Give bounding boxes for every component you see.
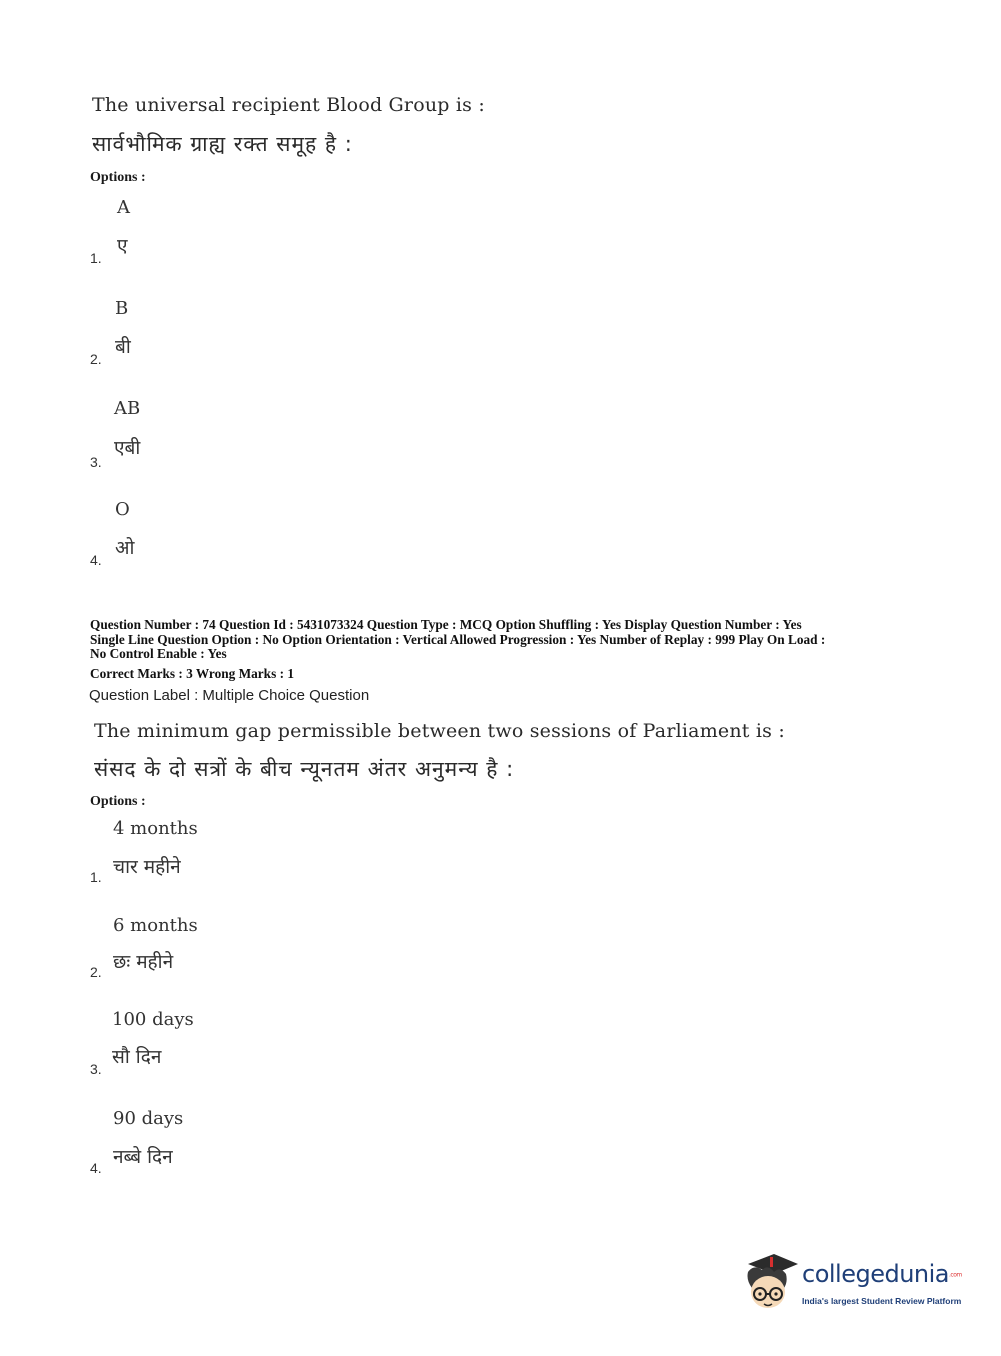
option-number: 1. (90, 250, 102, 266)
question-text-hi: संसद के दो सत्रों के बीच न्यूनतम अंतर अनुमन्य है : (94, 757, 515, 781)
option-text-hi: सौ दिन (112, 1046, 162, 1068)
option-text-en: O (115, 499, 130, 520)
options-label: Options : (90, 794, 146, 809)
mascot-icon (740, 1250, 800, 1312)
logo-wordmark (802, 1260, 962, 1288)
option-text-en: 90 days (113, 1108, 184, 1129)
option-number: 4. (90, 552, 102, 568)
logo-tagline: India's largest Student Review Platform (802, 1296, 962, 1306)
option-text-en: B (115, 298, 129, 319)
option-text-hi: ए (117, 235, 128, 257)
option-number: 3. (90, 1061, 102, 1077)
option-text-en: 4 months (113, 818, 198, 839)
option-text-hi: ओ (115, 537, 135, 559)
option-text-en: 100 days (112, 1009, 194, 1030)
option-number: 2. (90, 351, 102, 367)
option-text-en: AB (114, 398, 141, 419)
option-number: 3. (90, 454, 102, 470)
metadata-line: Question Number : 74 Question Id : 5431073324 Question Type : MCQ Option Shuffling : Yes Display Question Number : Yes (90, 617, 802, 632)
option-text-hi: बी (115, 336, 131, 358)
option-text-hi: छः महीने (113, 951, 174, 973)
question-label: Question Label : Multiple Choice Question (89, 687, 370, 704)
question-text-en: The minimum gap permissible between two sessions of Parliament is : (94, 720, 785, 742)
question-text-en: The universal recipient Blood Group is : (92, 94, 485, 116)
option-text-hi: नब्बे दिन (113, 1146, 173, 1168)
question-text-hi: सार्वभौमिक ग्राह्य रक्त समूह है : (92, 132, 353, 156)
collegedunia-logo (740, 1250, 970, 1320)
option-text-hi: चार महीने (113, 856, 181, 878)
metadata-line: No Control Enable : Yes (90, 646, 227, 661)
option-number: 1. (90, 869, 102, 885)
option-number: 2. (90, 964, 102, 980)
option-text-en: A (117, 197, 130, 218)
marks-info: Correct Marks : 3 Wrong Marks : 1 (90, 666, 294, 681)
metadata-line: Single Line Question Option : No Option Orientation : Vertical Allowed Progression : Yes Number of Replay : 999 Play On Load : (90, 631, 826, 647)
logo-suffix: .com (949, 1271, 962, 1279)
options-label: Options : (90, 170, 146, 185)
logo-name: collegedunia (802, 1260, 950, 1288)
option-text-en: 6 months (113, 915, 198, 936)
question-metadata (90, 618, 920, 662)
option-text-hi: एबी (114, 437, 141, 459)
option-number: 4. (90, 1160, 102, 1176)
